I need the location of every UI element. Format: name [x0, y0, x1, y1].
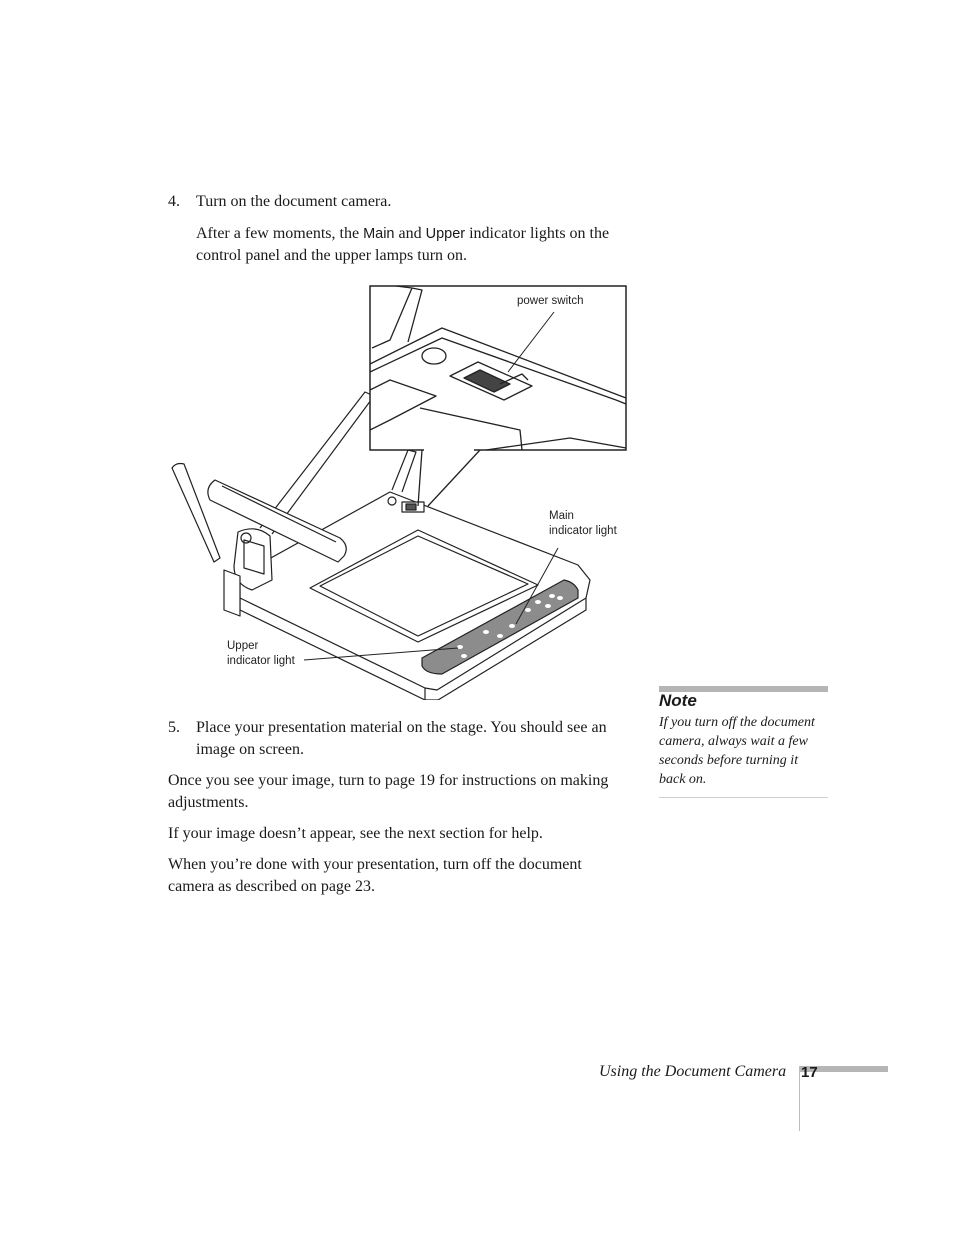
document-camera-illustration — [160, 280, 640, 700]
step-4-detail: After a few moments, the Main and Upper indicator lights on the control panel and the upper lamps turn on. — [196, 225, 610, 264]
footer-vertical-rule — [799, 1066, 800, 1131]
page-number: 17 — [801, 1064, 818, 1081]
step-5 — [168, 717, 638, 761]
paragraph-turn-off: When you’re done with your presentation, turn off the document camera as described on page 23. — [168, 856, 582, 895]
main-label: Main — [363, 226, 395, 242]
upper-label: Upper — [425, 226, 466, 242]
step-5-title: Place your presentation material on the stage. You should see an image on screen. — [196, 719, 607, 758]
note-text: If you turn off the document camera, always wait a few seconds before turning it back on. — [659, 715, 815, 787]
step-4-number: 4. — [168, 193, 180, 210]
paragraph-adjustments: Once you see your image, turn to page 19 for instructions on making adjustments. — [168, 772, 609, 811]
step-4-title: Turn on the document camera. — [196, 193, 392, 210]
step-4 — [168, 191, 638, 213]
callout-main-indicator: Main indicator light — [549, 510, 617, 537]
callout-power-switch: power switch — [517, 295, 584, 307]
paragraph-help: If your image doesn’t appear, see the next section for help. — [168, 825, 543, 842]
footer-section-title: Using the Document Camera — [599, 1063, 787, 1080]
callout-upper-indicator: Upper indicator light — [227, 640, 295, 667]
note-title: Note — [659, 691, 697, 710]
note-bottom-rule — [659, 797, 828, 798]
step-5-number: 5. — [168, 719, 180, 736]
